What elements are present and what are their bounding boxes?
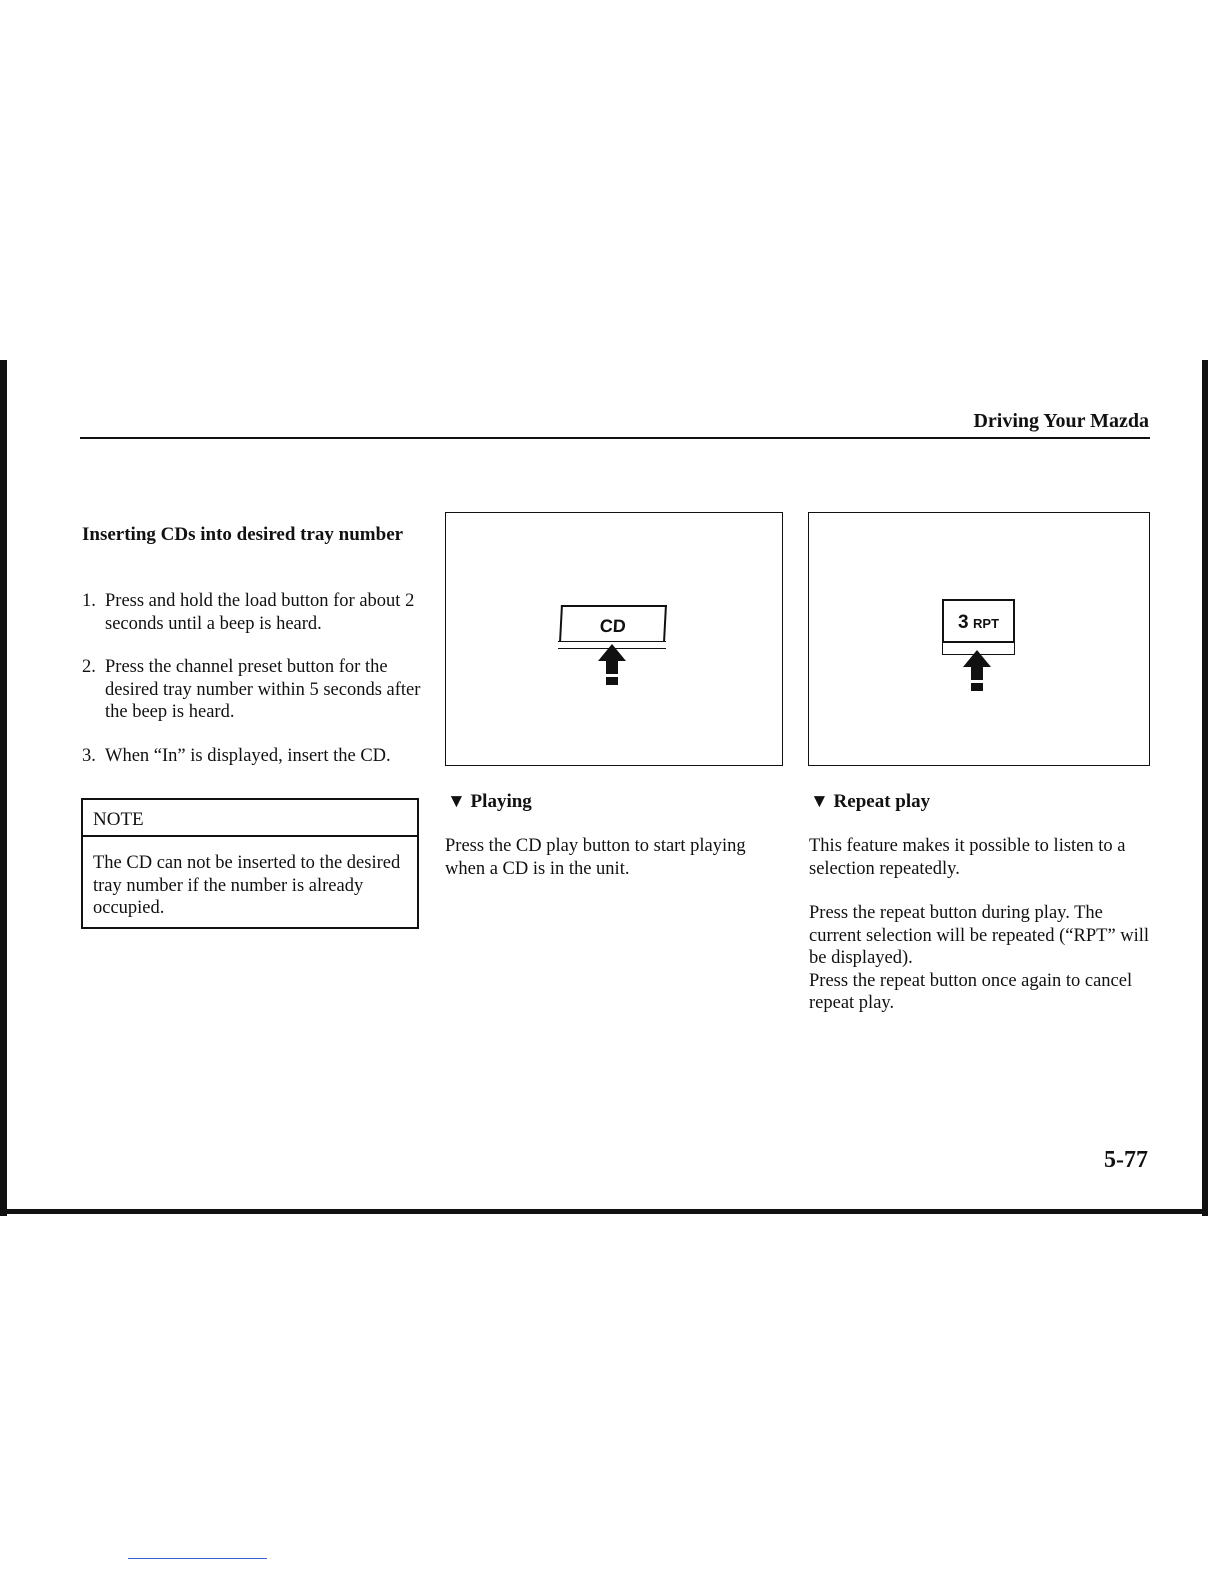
step-text: When “In” is displayed, insert the CD. (105, 745, 391, 766)
note-title: NOTE (93, 809, 144, 830)
repeat-play-heading: ▼ Repeat play (810, 791, 931, 812)
footer-link-underline (128, 1558, 267, 1559)
step-text: Press the channel preset button for the desired tray number within 5 seconds after the beep is heard. (105, 657, 421, 722)
cd-button-illustration (445, 512, 783, 766)
repeat-button-illustration (808, 512, 1150, 766)
page-number: 5-77 (1104, 1147, 1148, 1173)
note-box (81, 798, 419, 929)
inserting-cds-heading: Inserting CDs into desired tray number (82, 524, 404, 545)
page-frame-right (1202, 360, 1208, 1216)
press-arrow-icon (597, 643, 627, 687)
header-divider (80, 437, 1150, 439)
step-text: Press and hold the load button for about 2 seconds until a beep is heard. (105, 591, 415, 634)
section-header-title: Driving Your Mazda (973, 410, 1149, 432)
note-divider (83, 835, 417, 837)
inserting-steps-list (82, 590, 427, 788)
repeat-play-description: This feature makes it possible to listen to a selection repeatedly. (809, 836, 1126, 879)
step-item: 1. Press and hold the load button for about 2 seconds until a beep is heard. (82, 591, 415, 634)
repeat-play-instruction-start: Press the repeat button during play. The current selection will be repeated (“RPT” will be displayed). (809, 903, 1150, 968)
page-frame-left (0, 360, 7, 1216)
step-item: 3. When “In” is displayed, insert the CD. (82, 745, 391, 766)
cd-button-drawing: CD (559, 605, 667, 642)
repeat-play-instructions (809, 902, 1154, 1015)
rpt-button-label: RPT (973, 616, 1000, 631)
playing-heading: ▼ Playing (447, 791, 532, 812)
playing-text: Press the CD play button to start playing when a CD is in the unit. (445, 836, 746, 879)
note-text: The CD can not be inserted to the desired tray number if the number is already occupied. (93, 853, 401, 918)
step-item: 2. Press the channel preset button for the desired tray number within 5 seconds after the beep is heard. (82, 657, 421, 722)
press-arrow-icon (962, 649, 992, 693)
page-frame-bottom (0, 1209, 1208, 1214)
rpt-button-drawing (942, 599, 1015, 643)
repeat-play-instruction-cancel: Press the repeat button once again to cancel repeat play. (809, 970, 1133, 1013)
rpt-button-number: 3 (957, 612, 969, 633)
